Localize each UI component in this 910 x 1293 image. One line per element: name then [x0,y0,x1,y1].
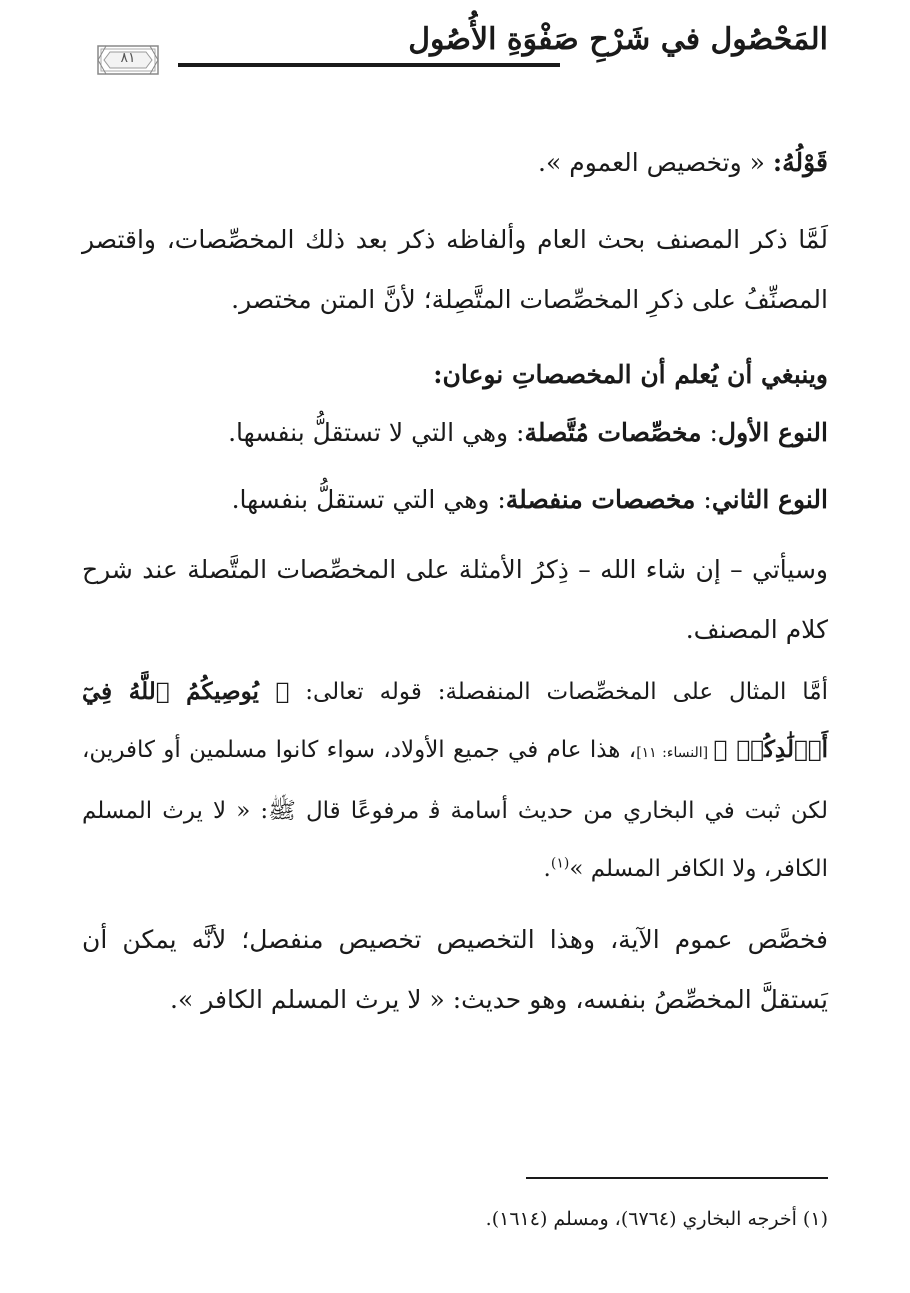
header-rule [178,63,560,67]
paragraph-examples-note: وسيأتي – إن شاء الله – ذِكرُ الأمثلة على المخصِّصات المتَّصلة عند شرح كلام المصنف. [82,555,828,644]
quran-verse: ﴿ يُوصِيكُمُ ٱللَّهُ فِيٓ أَوۡلَٰدِكُمۡ ﴾ [82,678,829,763]
statement-text: « وتخصيص العموم ». [538,148,773,177]
type-one-label: النوع الأول [717,418,828,447]
paragraph-separate-example [82,663,828,898]
paragraph-intro: لَمَّا ذكر المصنف بحث العام وألفاظه ذكر بعد ذلك المخصِّصات، واقتصر المصنِّفُ على ذكرِ المخصِّصات المتَّصِلة؛ لأنَّ المتن مختصر. [82,225,828,314]
paragraph-types-heading: وينبغي أن يُعلم أن المخصصاتِ نوعان: [433,360,828,389]
statement-label: قَوْلُهُ: [772,148,828,177]
statement-paragraph [82,133,828,193]
example-end: . [543,856,551,882]
page-number-badge [96,40,160,80]
example-text: ، هذا عام في جميع الأولاد، سواء كانوا مسلمين أو كافرين، لكن ثبت في البخاري من حديث أسامة ﭬ مرفوعًا قال ﷺ: « لا يرث المسلم الكافر، ولا الكافر المسلم » [82,737,828,882]
type-two-term: مخصصات منفصلة [505,485,696,514]
footnote-rule [526,1177,828,1179]
running-header-title: المَحْصُول في شَرْحِ صَفْوَةِ الأُصُول [408,22,828,57]
type-two-text: : وهي التي تستقلُّ بنفسها. [231,485,506,514]
footnote: (١) أخرجه البخاري (٦٧٦٤)، ومسلم (١٦١٤). [485,1208,828,1230]
type-one-sep: : [701,418,718,447]
type-one-text: : وهي التي لا تستقلُّ بنفسها. [228,418,525,447]
paragraph-type-one [82,403,828,463]
verse-citation: [النساء: ١١] [636,745,714,761]
type-two-label: النوع الثاني [711,485,828,514]
example-intro: أمَّا المثال على المخصِّصات المنفصلة: قوله تعالى: [289,679,828,705]
page-number: ٨١ [120,50,136,66]
footnote-reference[interactable]: (١) [550,855,570,872]
paragraph-type-two [82,470,828,530]
paragraph-conclusion: فخصَّص عموم الآية، وهذا التخصيص تخصيص منفصل؛ لأنَّه يمكن أن يَستقلَّ المخصِّصُ بنفسه، وهو حديث: « لا يرث المسلم الكافر ». [82,925,828,1014]
type-one-term: مخصِّصات مُتَّصلة [524,418,702,447]
type-two-sep: : [695,485,712,514]
